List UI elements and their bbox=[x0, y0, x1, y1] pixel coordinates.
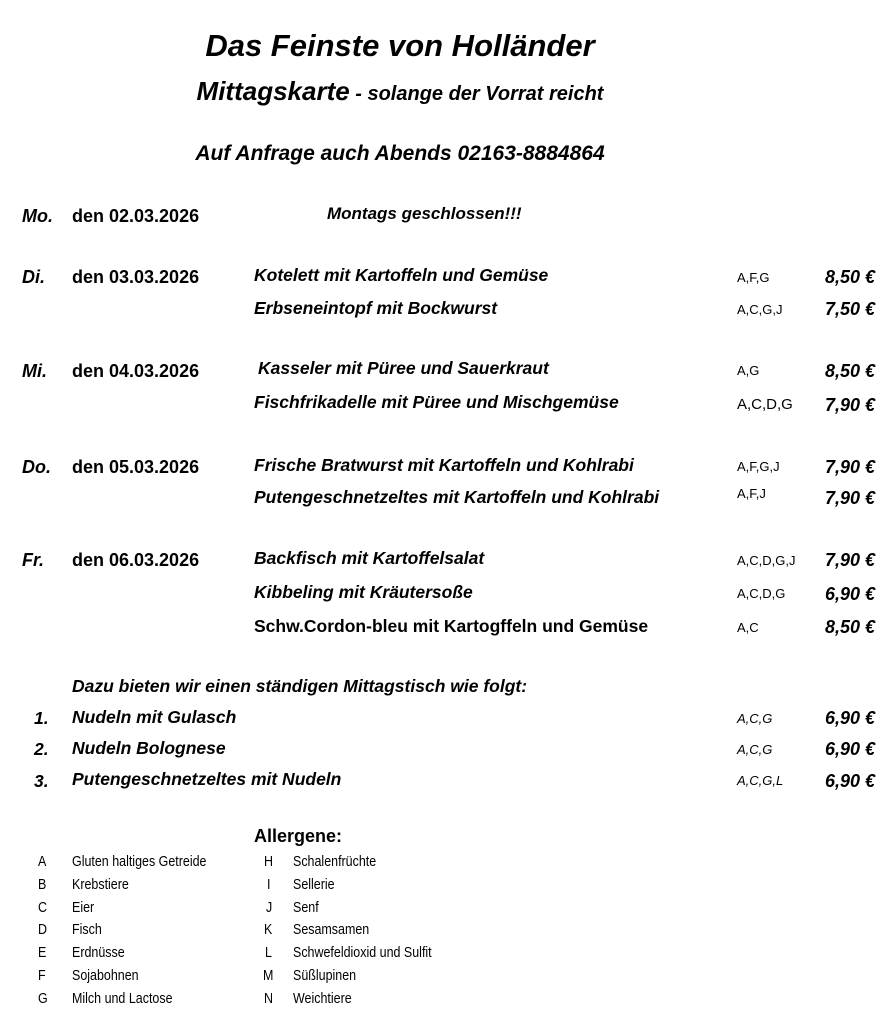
dish-name: Kotelett mit Kartoffeln und Gemüse bbox=[254, 265, 549, 285]
allergen-label: Schalenfrüchte bbox=[293, 854, 377, 870]
menu-subtitle bbox=[0, 76, 800, 107]
dish-name: Erbseneintopf mit Bockwurst bbox=[254, 298, 498, 318]
subtitle-main: Mittagskarte bbox=[196, 76, 350, 106]
standard-item-allergens: A,C,G,L bbox=[737, 773, 784, 788]
dish-price: 8,50 € bbox=[825, 617, 876, 637]
day-date: den 06.03.2026 bbox=[72, 550, 200, 570]
allergen-label: Süßlupinen bbox=[293, 968, 357, 984]
allergen-label: Sellerie bbox=[293, 877, 335, 893]
allergen-code: I bbox=[267, 877, 271, 893]
day-label: Do. bbox=[22, 457, 51, 477]
allergen-label: Sesamsamen bbox=[293, 922, 370, 938]
allergen-code: M bbox=[263, 968, 274, 984]
dish-allergens: A,F,G,J bbox=[737, 459, 780, 474]
dish-name: Putengeschnetzeltes mit Kartoffeln und Kohlrabi bbox=[254, 487, 660, 507]
allergen-code: G bbox=[38, 991, 48, 1007]
closed-note: Montags geschlossen!!! bbox=[327, 204, 522, 223]
allergen-code: D bbox=[38, 922, 48, 938]
allergen-code: B bbox=[38, 877, 47, 893]
dish-price: 8,50 € bbox=[825, 267, 876, 287]
dish-name: Kibbeling mit Kräutersoße bbox=[254, 582, 473, 602]
standard-item-price: 6,90 € bbox=[825, 739, 876, 759]
allergen-code: L bbox=[265, 945, 272, 961]
day-label: Di. bbox=[22, 267, 46, 287]
allergen-label: Krebstiere bbox=[72, 877, 129, 893]
standard-item-name: Putengeschnetzeltes mit Nudeln bbox=[72, 769, 342, 789]
allergens-title: Allergene: bbox=[254, 826, 343, 846]
standard-item-number: 3. bbox=[34, 771, 49, 791]
dish-price: 7,90 € bbox=[825, 488, 876, 508]
allergen-label: Sojabohnen bbox=[72, 968, 139, 984]
standard-item-name: Nudeln Bolognese bbox=[72, 738, 226, 758]
day-date: den 03.03.2026 bbox=[72, 267, 200, 287]
standard-item-number: 2. bbox=[34, 739, 49, 759]
dish-name: Schw.Cordon-bleu mit Kartogffeln und Gemüse bbox=[254, 616, 649, 636]
standard-intro: Dazu bieten wir einen ständigen Mittagstisch wie folgt: bbox=[72, 676, 528, 696]
allergen-code: J bbox=[266, 900, 273, 916]
dish-name: Kasseler mit Püree und Sauerkraut bbox=[258, 358, 549, 378]
day-date: den 02.03.2026 bbox=[72, 206, 200, 226]
allergen-code: H bbox=[264, 854, 274, 870]
allergen-label: Fisch bbox=[72, 922, 102, 938]
dish-price: 7,90 € bbox=[825, 457, 876, 477]
standard-item-price: 6,90 € bbox=[825, 771, 876, 791]
dish-price: 7,90 € bbox=[825, 395, 876, 415]
dish-name: Fischfrikadelle mit Püree und Mischgemüse bbox=[254, 392, 619, 412]
standard-item-allergens: A,C,G bbox=[737, 711, 773, 726]
dish-name: Backfisch mit Kartoffelsalat bbox=[254, 548, 485, 568]
day-date: den 04.03.2026 bbox=[72, 361, 200, 381]
dish-price: 6,90 € bbox=[825, 584, 876, 604]
allergen-label: Eier bbox=[72, 900, 95, 916]
standard-item-allergens: A,C,G bbox=[737, 742, 773, 757]
dish-allergens: A,C,D,G,J bbox=[737, 553, 796, 568]
dish-allergens: A,C,D,G bbox=[737, 586, 786, 601]
dish-name: Frische Bratwurst mit Kartoffeln und Kohlrabi bbox=[254, 455, 634, 475]
dish-allergens: A,F,G bbox=[737, 270, 770, 285]
dish-allergens: A,C bbox=[737, 620, 759, 635]
allergen-label: Schwefeldioxid und Sulfit bbox=[293, 945, 432, 961]
contact-line: Auf Anfrage auch Abends 02163-8884864 bbox=[195, 142, 605, 165]
allergen-label: Erdnüsse bbox=[72, 945, 125, 961]
dish-price: 8,50 € bbox=[825, 361, 876, 381]
standard-item-name: Nudeln mit Gulasch bbox=[72, 707, 237, 727]
day-label: Fr. bbox=[22, 550, 45, 570]
allergen-code: E bbox=[38, 945, 47, 961]
standard-item-number: 1. bbox=[34, 708, 49, 728]
subtitle-note: - solange der Vorrat reicht bbox=[349, 83, 604, 105]
dish-price: 7,50 € bbox=[825, 299, 876, 319]
dish-allergens: A,G bbox=[737, 363, 760, 378]
day-label: Mo. bbox=[22, 206, 53, 226]
day-date: den 05.03.2026 bbox=[72, 457, 200, 477]
dish-allergens: A,F,J bbox=[737, 486, 766, 501]
allergen-label: Milch und Lactose bbox=[72, 991, 173, 1007]
dish-allergens: A,C,D,G bbox=[737, 396, 793, 413]
allergen-code: K bbox=[264, 922, 273, 938]
dish-allergens: A,C,G,J bbox=[737, 302, 783, 317]
standard-item-price: 6,90 € bbox=[825, 708, 876, 728]
allergen-code: C bbox=[38, 900, 48, 916]
allergen-code: N bbox=[264, 991, 274, 1007]
menu-title: Das Feinste von Holländer bbox=[205, 28, 595, 63]
allergen-code: A bbox=[38, 854, 47, 870]
allergen-label: Gluten haltiges Getreide bbox=[72, 854, 207, 870]
allergen-label: Senf bbox=[293, 900, 319, 916]
allergen-code: F bbox=[38, 968, 46, 984]
dish-price: 7,90 € bbox=[825, 550, 876, 570]
day-label: Mi. bbox=[22, 361, 47, 381]
allergen-label: Weichtiere bbox=[293, 991, 352, 1007]
